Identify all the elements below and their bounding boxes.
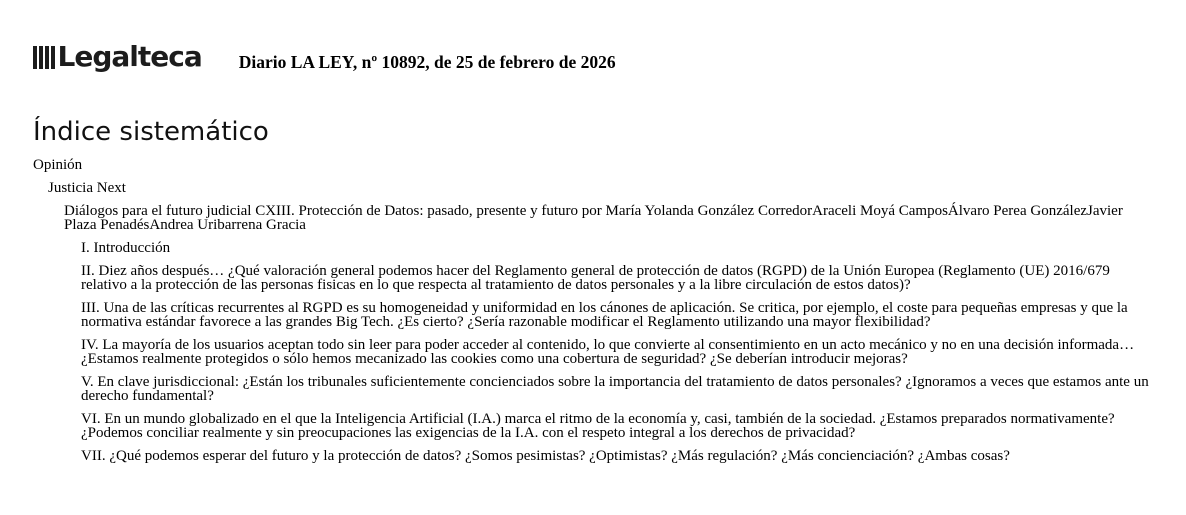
toc-entry-ii[interactable]: II. Diez años después… ¿Qué valoración general podemos hacer del Reglamento general de protección de datos (RGPD) de la Unión Europea (Reglamento (UE) 2016/679 relativo a la protección de las personas fisicas en lo que respecta al tratamiento de datos personales y a la libre circulación de estos datos)? <box>81 263 1110 293</box>
toc-entry-vii[interactable]: VII. ¿Qué podemos esperar del futuro y la protección de datos? ¿Somos pesimistas? ¿Optimistas? ¿Más regulación? ¿Más concienciación? ¿Ambas cosas? <box>81 448 1010 464</box>
toc-entry-iv[interactable]: IV. La mayoría de los usuarios aceptan todo sin leer para poder acceder al contenido, lo que convierte al consentimiento en un acto mecánico y no en una decisión informada… ¿Estamos realmente protegidos o sólo hemos mecanizado las cookies como una cobertura de seguridad? ¿Se deberían introducir mejoras? <box>81 337 1135 367</box>
page-header <box>33 40 1150 73</box>
logo-bars-icon <box>33 46 55 69</box>
toc-entry-v[interactable]: V. En clave jurisdiccional: ¿Están los tribunales suficientemente concienciados sobre la importancia del tratamiento de datos personales? ¿Ignoramos a veces que estamos ante un derecho fundamental? <box>81 374 1149 404</box>
toc-entry-iii[interactable]: III. Una de las críticas recurrentes al RGPD es su homogeneidad y uniformidad en los cánones de aplicación. Se critica, por ejemplo, el coste para pequeñas empresas y que la normativa estándar favorece a las grandes Big Tech. ¿Es cierto? ¿Sería razonable modificar el Reglamento utilizando una mayor flexibilidad? <box>81 300 1128 330</box>
toc-article-title[interactable]: Diálogos para el futuro judicial CXIII. Protección de Datos: pasado, presente y futuro por María Yolanda González CorredorAraceli Moyá CamposÁlvaro Perea GonzálezJavier Plaza PenadésAndrea Uribarrena Gracia <box>64 203 1123 233</box>
systematic-index <box>33 158 1150 463</box>
legalteca-logo <box>33 40 202 73</box>
toc-entry-vi[interactable]: VI. En un mundo globalizado en el que la Inteligencia Artificial (I.A.) marca el ritmo de la economía y, casi, también de la sociedad. ¿Estamos preparados normativamente? ¿Podemos conciliar realmente y sin preocupaciones las exigencias de la I.A. con el respeto integral a los derechos de privacidad? <box>81 411 1115 441</box>
toc-entry-i[interactable]: I. Introducción <box>81 240 171 256</box>
toc-section-opinion: Opinión <box>33 157 83 173</box>
toc-subsection-justicia-next: Justicia Next <box>48 180 126 196</box>
page-title: Índice sistemático <box>33 117 269 147</box>
journal-issue-title: Diario LA LEY, nº 10892, de 25 de febrero de 2026 <box>238 52 616 72</box>
logo-text: Legalteca <box>57 40 202 73</box>
